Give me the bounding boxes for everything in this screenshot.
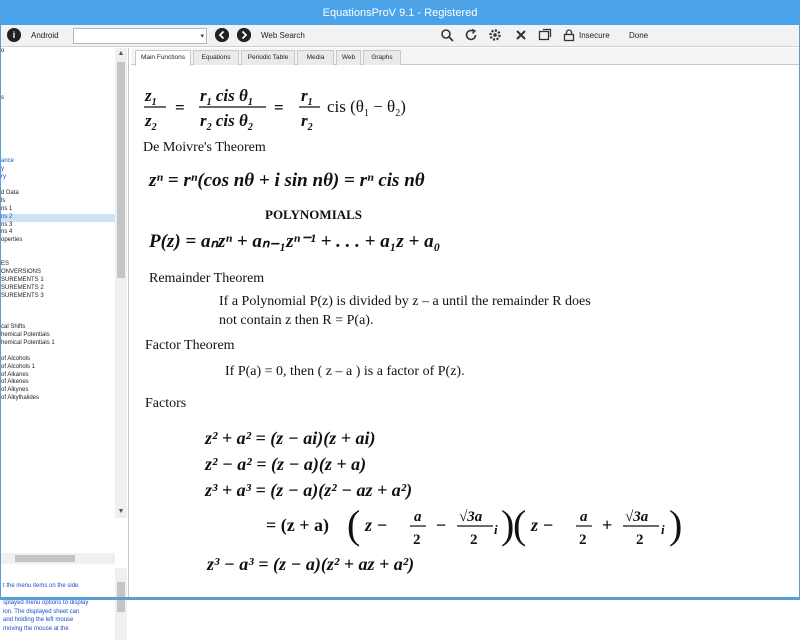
sidebar-item[interactable] (1, 87, 115, 95)
svg-text:z −: z − (531, 515, 554, 535)
equation-polynomial: P(z) = aₙzⁿ + aₙ₋₁zⁿ⁻¹ + . . . + a₁z + a₀ (149, 231, 441, 252)
svg-text:(: ( (513, 502, 527, 547)
sidebar-item[interactable]: SUREMENTS 2 (1, 284, 44, 291)
sidebar-item[interactable] (1, 316, 115, 324)
sidebar-item[interactable] (1, 245, 115, 253)
window-title: EquationsProV 9.1 - Registered (322, 7, 478, 19)
sidebar-item[interactable]: of Alcohols 1 (1, 363, 36, 370)
factor-eq-2: z² − a² = (z − a)(z + a) (205, 454, 367, 474)
sidebar-scrollbar[interactable] (115, 48, 127, 518)
sidebar-item[interactable]: of Alkenes (1, 379, 29, 386)
factor-heading: Factor Theorem (145, 338, 235, 353)
sidebar-item[interactable]: d Data (1, 190, 19, 197)
remainder-line-2: not contain z then R = P(a). (219, 313, 374, 328)
tab-media[interactable]: Media (297, 50, 334, 65)
tab-equations[interactable]: Equations (193, 50, 239, 65)
tab-bar (131, 48, 799, 65)
insecure-label[interactable]: Insecure (579, 31, 610, 40)
sidebar-item[interactable]: of Alkanes (1, 371, 29, 378)
svg-text:r2 cis θ2: $r_2$ cis $\theta_2$ (200, 111, 253, 133)
scroll-up-icon[interactable]: ▲ (117, 50, 125, 57)
sidebar-item[interactable]: ls (1, 197, 6, 204)
svg-text:): ) (669, 502, 683, 547)
platform-label[interactable]: Android (31, 31, 59, 40)
svg-text:=: = (175, 98, 185, 117)
svg-text:r2: $r_2$ (301, 111, 313, 133)
toolbar (1, 25, 799, 47)
factor-eq4-lhs: = (z + a) (266, 515, 329, 535)
scroll-down-icon[interactable]: ▼ (117, 508, 125, 515)
factor-eq-3: z³ + a³ = (z − a)(z² − az + a²) (205, 480, 413, 500)
svg-text:): ) (501, 502, 515, 547)
sidebar-item[interactable]: ns 4 (1, 229, 13, 236)
sidebar-item[interactable]: ns 1 (1, 205, 13, 212)
close-icon[interactable] (513, 28, 529, 44)
back-icon[interactable] (215, 28, 229, 42)
title-bar[interactable] (1, 1, 799, 25)
svg-text:z1: $z_1$ (145, 86, 157, 108)
svg-text:=: = (274, 98, 284, 117)
help-line: moving the mouse at the (3, 625, 69, 632)
svg-text:cis (θ1 − θ2): cis $(\theta_1 - \theta_2)$ (327, 97, 406, 119)
svg-text:= (z + a) (266, 515, 329, 536)
sidebar-item[interactable] (1, 301, 115, 309)
help-line: t the menu items on the side (3, 583, 79, 589)
new-tab-icon[interactable] (537, 28, 553, 44)
svg-text:−: − (436, 515, 447, 535)
help-text (1, 568, 115, 640)
svg-text:z2: $z_2$ (145, 111, 157, 133)
sidebar-item[interactable]: o (1, 48, 5, 54)
sidebar-item[interactable]: ance (1, 158, 15, 165)
svg-text:a: a (580, 509, 588, 525)
remainder-line-1: If a Polynomial P(z) is divided by z – a until the remainder R does (219, 294, 591, 309)
sidebar-item[interactable]: cal Shifts (1, 324, 26, 331)
info-icon[interactable]: i (7, 28, 21, 42)
search-icon[interactable] (439, 28, 455, 44)
svg-text:√3a: √3a (459, 509, 483, 525)
url-combo[interactable] (73, 28, 207, 44)
sidebar-item[interactable] (1, 127, 115, 135)
sidebar-item[interactable]: operties (1, 237, 23, 244)
factor-eq-1: z² + a² = (z − ai)(z + ai) (205, 428, 376, 448)
sidebar-item[interactable] (1, 151, 115, 159)
sidebar-item[interactable]: s (1, 95, 4, 102)
sidebar-item[interactable]: y (1, 166, 4, 173)
done-button[interactable]: Done (629, 31, 649, 40)
sidebar-item[interactable]: hemical Potentials 1 (1, 339, 55, 346)
sidebar-item[interactable]: of Alcohols (1, 355, 31, 362)
sidebar-item[interactable] (1, 111, 115, 119)
equation-demoivre: zⁿ = rⁿ(cos nθ + i sin nθ) = rⁿ cis nθ (149, 170, 425, 191)
sidebar-item[interactable]: of Alkylhalides (1, 395, 40, 402)
svg-text:i: i (661, 522, 665, 537)
sidebar-item[interactable]: ns 3 (1, 221, 13, 228)
sidebar-item[interactable]: ONVERSIONS (1, 268, 42, 275)
web-search-button[interactable]: Web Search (261, 31, 305, 40)
factor-eq-5: z³ − a³ = (z − a)(z² + az + a²) (207, 554, 415, 574)
sidebar-item[interactable]: ES (1, 261, 10, 268)
tab-graphs[interactable]: Graphs (363, 50, 401, 65)
refresh-icon[interactable] (463, 28, 479, 44)
sidebar-item[interactable] (1, 103, 115, 111)
chevron-down-icon: ▾ (200, 33, 204, 40)
tab-web[interactable]: Web (336, 50, 361, 65)
sidebar-item[interactable] (1, 64, 115, 72)
svg-text:√3a: √3a (625, 509, 649, 525)
svg-text:2: 2 (636, 532, 644, 548)
sidebar-tree (1, 48, 115, 518)
svg-text:r1: $r_1$ (301, 86, 313, 108)
help-scrollbar[interactable] (115, 568, 127, 640)
help-line: and holding the left mouse (3, 617, 74, 623)
svg-text:2: 2 (413, 532, 421, 548)
sidebar-item[interactable]: hemical Potentials (1, 332, 50, 339)
sidebar-item[interactable]: SUREMENTS 3 (1, 292, 44, 299)
sidebar-hscrollbar[interactable] (1, 553, 115, 564)
sidebar-item[interactable] (1, 253, 115, 261)
svg-text:+: + (602, 515, 613, 535)
factors-heading: Factors (145, 396, 187, 411)
svg-text:a: a (414, 509, 422, 525)
sidebar-item[interactable]: ns 2 (1, 214, 115, 222)
polynomials-heading: POLYNOMIALS (265, 207, 363, 222)
remainder-heading: Remainder Theorem (149, 271, 265, 286)
svg-text:i: i (494, 522, 498, 537)
sidebar-item[interactable]: of Alkynes (1, 387, 29, 394)
eq-z1: z (145, 86, 152, 105)
help-line: splayed menu options to display (3, 600, 89, 606)
svg-text:r1 cis θ1: $r_1$ cis $\theta_1$ (200, 86, 253, 108)
factor-line: If P(a) = 0, then ( z – a ) is a factor of P(z). (225, 364, 465, 379)
lock-icon[interactable] (561, 28, 577, 44)
sidebar-item[interactable]: ry (1, 174, 6, 181)
tab-main-functions[interactable]: Main Functions (135, 50, 191, 66)
formula-sheet (131, 66, 799, 597)
sidebar-item[interactable] (1, 135, 115, 143)
sidebar-item[interactable] (1, 348, 115, 356)
sidebar-item[interactable] (1, 308, 115, 316)
scroll-thumb[interactable] (117, 62, 125, 278)
svg-text:2: 2 (470, 532, 478, 548)
tab-periodic-table[interactable]: Periodic Table (241, 50, 295, 65)
sidebar-item[interactable] (1, 72, 115, 80)
sidebar-item[interactable] (1, 182, 115, 190)
sidebar-item[interactable] (1, 403, 115, 411)
sidebar-item[interactable] (1, 119, 115, 127)
sidebar-item[interactable] (1, 143, 115, 151)
svg-text:z −: z − (365, 515, 388, 535)
svg-text:(: ( (347, 502, 361, 547)
sidebar-item[interactable]: SUREMENTS 1 (1, 276, 44, 283)
svg-text:2: 2 (579, 532, 587, 548)
sidebar-item[interactable] (1, 56, 115, 64)
demoivre-heading: De Moivre's Theorem (143, 140, 266, 155)
hscroll-thumb[interactable] (15, 555, 75, 562)
settings-icon[interactable] (487, 28, 503, 44)
sidebar (1, 48, 129, 632)
help-line: ion. The displayed sheet can (3, 608, 80, 615)
forward-icon[interactable] (237, 28, 251, 42)
sidebar-item[interactable] (1, 80, 115, 88)
